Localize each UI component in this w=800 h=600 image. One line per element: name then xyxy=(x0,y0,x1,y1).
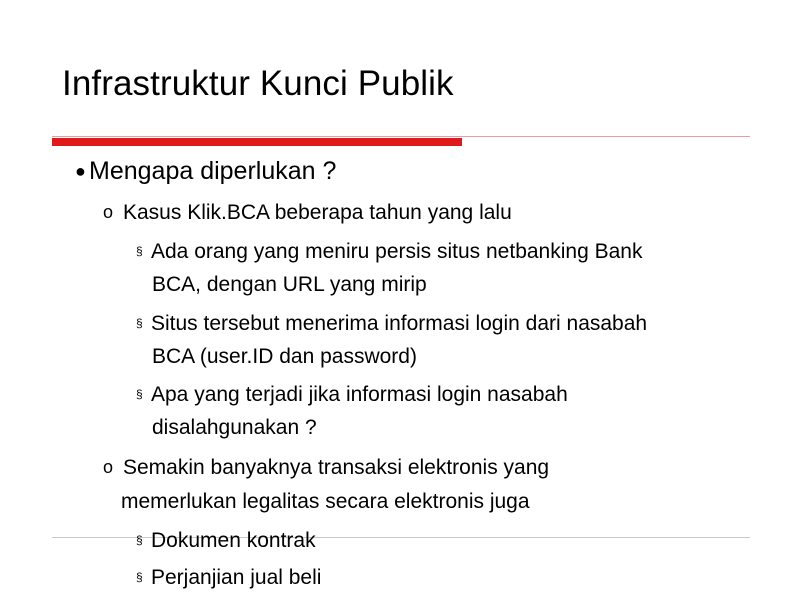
bullet-level2-text: Kasus Klik.BCA beberapa tahun yang lalu xyxy=(123,201,512,224)
bullet-level3-item xyxy=(136,312,647,336)
bullet-level3-item xyxy=(136,240,642,264)
bullet-level3-continuation: BCA (user.ID dan password) xyxy=(152,345,417,368)
title-underline-thin xyxy=(52,136,750,137)
bullet-level3-item xyxy=(136,529,316,553)
bullet-level3-text: Perjanjian jual beli xyxy=(151,566,322,589)
bullet-section-icon: § xyxy=(136,316,143,330)
bullet-circle-icon: o xyxy=(103,202,114,222)
slide-title: Infrastruktur Kunci Publik xyxy=(62,64,454,103)
bullet-circle-icon: o xyxy=(103,457,114,477)
bullet-level3-item xyxy=(136,566,321,590)
bullet-level2-semakin xyxy=(103,456,549,480)
bullet-level2-continuation: memerlukan legalitas secara elektronis juga xyxy=(121,490,530,513)
bullet-dot-icon: ● xyxy=(75,161,86,181)
bullet-level3-continuation: disalahgunakan ? xyxy=(152,416,317,439)
bullet-level3-text: Situs tersebut menerima informasi login dari nasabah xyxy=(151,312,648,335)
bullet-section-icon: § xyxy=(136,533,143,547)
bullet-section-icon: § xyxy=(136,570,143,584)
bullet-level3-text: Apa yang terjadi jika informasi login nasabah xyxy=(151,383,568,406)
bullet-level3-continuation: BCA, dengan URL yang mirip xyxy=(152,273,427,296)
bullet-level3-text: Ada orang yang meniru persis situs netbanking Bank xyxy=(151,240,643,263)
bullet-level2-text: Semakin banyaknya transaksi elektronis yang xyxy=(123,456,550,479)
bullet-section-icon: § xyxy=(136,387,143,401)
bullet-level3-text: Dokumen kontrak xyxy=(151,529,316,552)
bullet-level1-text: Mengapa diperlukan ? xyxy=(89,157,337,185)
title-underline-accent xyxy=(52,138,462,146)
bullet-section-icon: § xyxy=(136,244,143,258)
bullet-level1 xyxy=(75,157,336,186)
bullet-level3-item xyxy=(136,383,568,407)
bullet-level2-kasus xyxy=(103,201,512,225)
